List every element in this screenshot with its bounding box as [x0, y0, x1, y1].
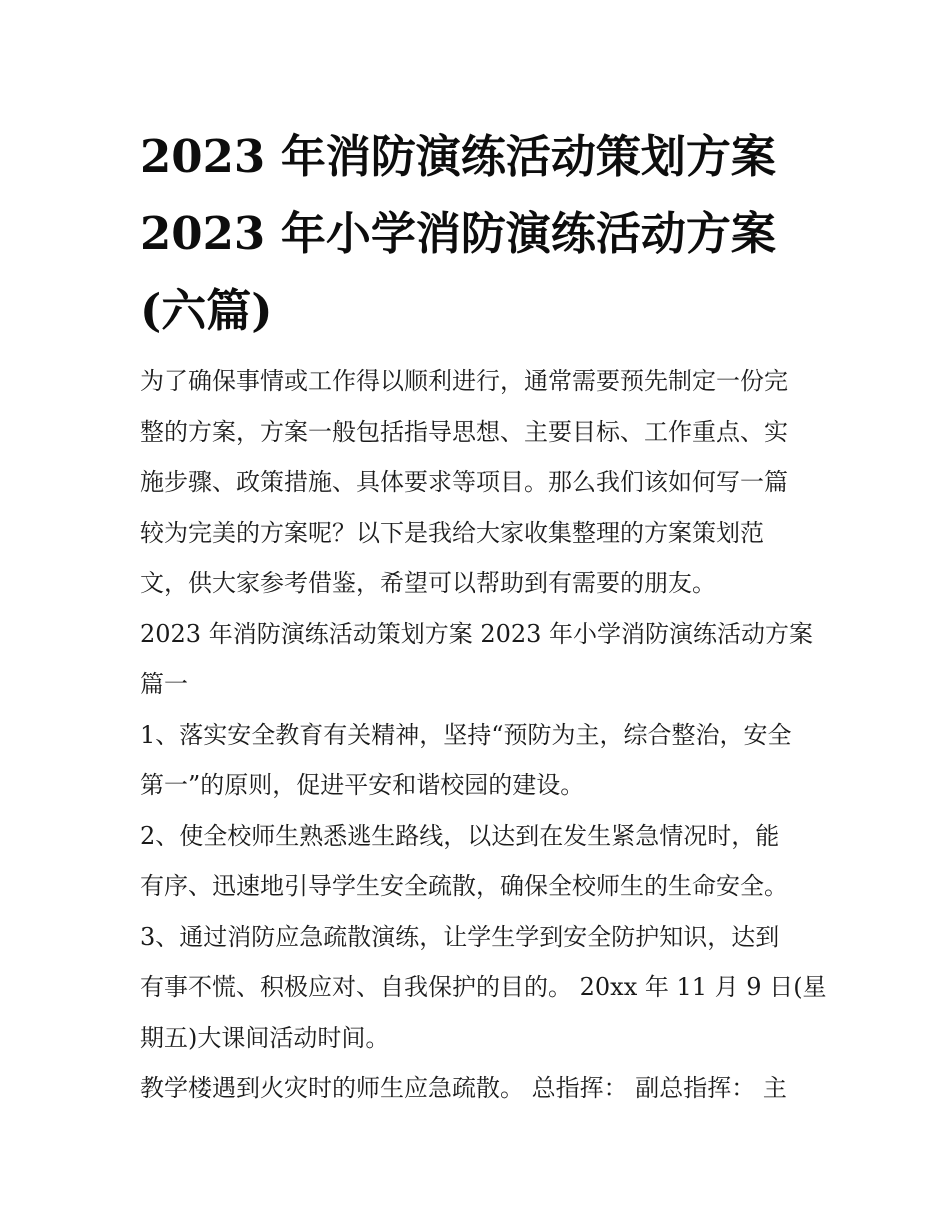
- list-item-2: [140, 811, 820, 912]
- text-line: 较为完美的方案呢？以下是我给大家收集整理的方案策划范: [140, 518, 764, 547]
- text-line: 篇一: [140, 670, 188, 698]
- text-line: 第一”的原则，促进平安和谐校园的建设。: [140, 771, 585, 799]
- text-line: 有事不慌、积极应对、自我保护的目的。 20xx 年 11 月 9 日(星: [140, 973, 827, 1001]
- title-line: 2023 年消防演练活动策划方案: [140, 130, 776, 183]
- document-body: [140, 356, 827, 1114]
- text-line: 1、落实安全教育有关精神，坚持“预防为主，综合整治，安全: [140, 720, 792, 749]
- text-line: 有序、迅速地引导学生安全疏散，确保全校师生的生命安全。: [140, 872, 788, 900]
- document-title: [140, 118, 820, 349]
- text-line: 2023 年消防演练活动策划方案 2023 年小学消防演练活动方案: [140, 619, 814, 648]
- intro-paragraph: [140, 356, 820, 609]
- title-line: 2023 年小学消防演练活动方案: [140, 207, 776, 260]
- text-line: 教学楼遇到火灾时的师生应急疏散。 总指挥： 副总指挥： 主: [140, 1074, 787, 1102]
- text-line: 文，供大家参考借鉴，希望可以帮助到有需要的朋友。: [140, 569, 716, 597]
- text-line: 3、通过消防应急疏散演练，让学生学到安全防护知识，达到: [140, 922, 780, 951]
- list-item-3: [140, 912, 827, 1064]
- text-line: 为了确保事情或工作得以顺利进行，通常需要预先制定一份完: [140, 367, 788, 395]
- list-item-1: [140, 710, 820, 811]
- text-line: 整的方案，方案一般包括指导思想、主要目标、工作重点、实: [140, 417, 788, 446]
- closing-paragraph: [140, 1063, 820, 1114]
- text-line: 期五)大课间活动时间。: [140, 1023, 390, 1052]
- title-line: (六篇): [140, 284, 273, 337]
- section-heading: [140, 609, 820, 710]
- text-line: 施步骤、政策措施、具体要求等项目。那么我们该如何写一篇: [140, 468, 788, 496]
- text-line: 2、使全校师生熟悉逃生路线，以达到在发生紧急情况时，能: [140, 821, 780, 850]
